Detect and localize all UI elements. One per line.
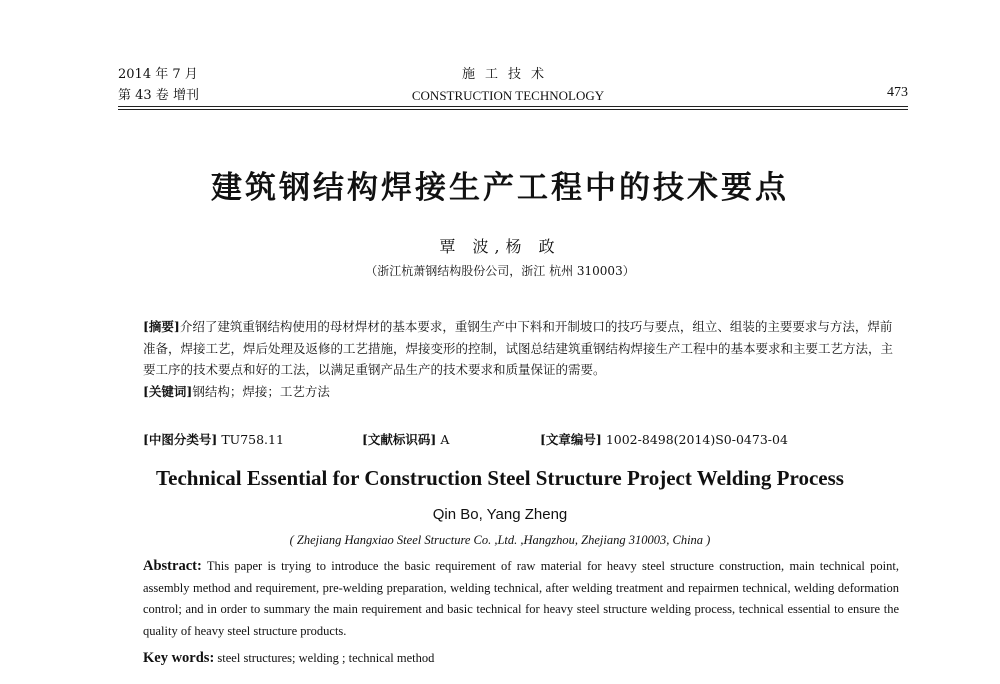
keywords-cn-label: [关键词]: [143, 383, 193, 399]
affiliation-en: ( Zhejiang Hangxiao Steel Structure Co. ,Ltd. ,Hangzhou, Zhejiang 310003, China ): [289, 533, 711, 547]
keywords-en: [143, 650, 434, 667]
paper-title-en: Technical Essential for Construction Steel Structure Project Welding Process: [156, 466, 844, 490]
journal-name-cn: 施工技术: [461, 67, 554, 82]
abstract-en-text: This paper is trying to introduce the basic requirement of raw material for heavy steel structure construction, main technical point, assembly method and requirement, pre-welding preparation, welding technical, after welding treatment and repairmen technical, welding deformation control; and in order to summary the main requirement and basic technical for heavy steel structure welding process, technical essential to ensure the quality of heavy steel structure products.: [143, 559, 899, 638]
journal-name: [400, 64, 616, 106]
clc-label: [中图分类号]: [143, 432, 218, 447]
abstract-en: [143, 556, 899, 642]
authors-cn: 覃 波,杨 政: [439, 237, 561, 256]
paper-title-cn: 建筑钢结构焊接生产工程中的技术要点: [211, 170, 789, 206]
abstract-en-label: Abstract:: [143, 558, 202, 574]
keywords-en-text: steel structures; welding ; technical method: [217, 651, 435, 665]
document-code-value: A: [440, 432, 450, 447]
keywords-cn-text: 钢结构；焊接；工艺方法: [192, 383, 330, 399]
abstract-cn-label: [摘要]: [143, 319, 180, 334]
document-code: [362, 430, 449, 448]
article-number-value: 1002-8498(2014)S0-0473-04: [605, 432, 788, 447]
abstract-cn: [143, 316, 899, 381]
affiliation-cn: （浙江杭萧钢结构股份公司，浙江 杭州 310003）: [365, 264, 635, 278]
authors-en: Qin Bo, Yang Zheng: [432, 506, 568, 523]
article-number: [540, 430, 788, 448]
issue-info: [118, 64, 199, 106]
abstract-cn-text: 介绍了建筑重钢结构使用的母材焊材的基本要求，重钢生产中下料和开制坡口的技巧与要点，组立、组装的主要要求与方法，焊前准备，焊接工艺，焊后处理及返修的工艺措施，焊接变形的控制，试图总结建筑重钢结构焊接生产工程中的基本要求和主要工艺方法，主要工序的技术要点和好的工法，以满足重钢产品生产的技术要求和质量保证的需要。: [143, 319, 894, 377]
issue-date: 2014 年 7 月: [118, 67, 198, 82]
keywords-en-label: Key words:: [143, 650, 215, 666]
keywords-cn: [143, 381, 899, 403]
abstract-cn-block: [143, 316, 899, 402]
clc-number: [143, 430, 284, 448]
issue-volume: 第 43 卷 增刊: [118, 88, 199, 103]
journal-name-en: CONSTRUCTION TECHNOLOGY: [411, 88, 605, 103]
header-rule-top: [118, 106, 908, 107]
clc-value: TU758.11: [221, 432, 284, 447]
header-rule-bottom: [118, 109, 908, 110]
article-number-label: [文章编号]: [540, 432, 602, 447]
document-code-label: [文献标识码]: [362, 432, 437, 447]
page-number: 473: [887, 85, 908, 100]
